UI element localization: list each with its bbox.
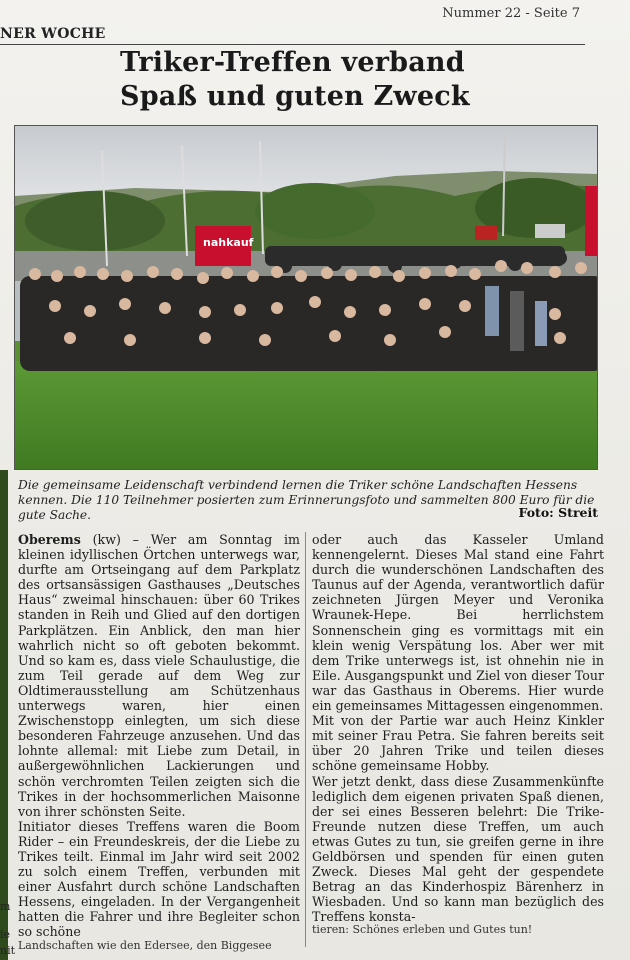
column-divider — [305, 532, 306, 947]
crowd-of-people — [20, 260, 598, 371]
dateline: Oberems — [18, 532, 81, 547]
article-cut-line-left: Landschaften wie den Edersee, den Biggesee — [18, 938, 272, 952]
group-photo-illustration — [15, 126, 598, 470]
article-paragraph-5: Wer jetzt denkt, dass diese Zusammenkünfte lediglich dem eigenen privaten Spaß dienen, der sei eines Besseren belehrt: Die Trike-Freunde nutzen diese Treffen, um auch etwas Gutes zu tun, sie greifen gerne in ihre Geldbörsen und spenden für einen guten Zweck. Dieses Mal geht der gespendete Betrag an das Kinderhospiz Bärenherz in Wiesbaden. Und so kann man bezüglich des Treffens konsta- — [312, 773, 604, 925]
header-rule — [0, 44, 585, 45]
adjacent-column-fragment-2: nit — [0, 944, 16, 957]
article-column-right — [312, 532, 604, 936]
article-headline — [120, 46, 540, 114]
headline-line-2: Spaß und guten Zweck — [120, 81, 470, 112]
article-paragraph-1 — [18, 532, 300, 819]
headline-line-1: Triker-Treffen verband — [120, 47, 465, 78]
group-photo — [14, 125, 598, 470]
article-paragraph-4: Mit von der Partie war auch Heinz Kinkler mit seiner Frau Petra. Sie fahren bereits seit über 20 Jahren Trike und teilen dieses schöne gemeinsame Hobby. — [312, 713, 604, 774]
article-column-left — [18, 532, 300, 952]
article-cut-line-right: tieren: Schönes erleben und Gutes tun! — [312, 923, 533, 937]
article-paragraph-2: Initiator dieses Treffens waren die Boom Rider – ein Freundeskreis, der die Liebe zu Trikes teilt. Einmal im Jahr wird seit 2002 zu solch einem Treffen, verbunden mit einer Ausfahrt durch schöne Landschaften Hessens, eingeladen. In der Vergangenheit hatten die Fahrer und ihre Begleiter schon so schöne — [18, 818, 300, 940]
photo-caption: Die gemeinsame Leidenschaft verbindend lernen die Triker schöne Landschaften Hessens kennen. Die 110 Teilnehmer posierten zum Erinnerungsfoto und sammelten 800 Euro für die gute Sache. — [18, 478, 595, 522]
intro-text: (kw) – Wer am Sonntag im kleinen idyllischen Örtchen unterwegs war, durfte am Ortseingang auf dem Parkplatz des ortsansässigen Gasthauses „Deutsches Haus“ zweimal hinschauen: über 60 Trikes standen in Reih und Glied auf den dortigen Parkplätzen. Ein Anblick, den man hier wahrlich nicht so oft geboten bekommt. Und so kam es, dass viele Schaulustige, die zum Teil gerade auf dem Weg zur Oldtimerausstellung am Schützenhaus unterwegs waren, hier einen Zwischenstopp einlegten, um sich diese besonderen Fahrzeuge anzusehen. Und das lohnte allemal: mit Liebe zum Detail, in außergewöhnlichen Lackierungen und schön verchromten Teilen zeigten sich die Trikes in der hochsommerlichen Maisonne von ihrer schönsten Seite. — [18, 532, 300, 819]
article-paragraph-3: oder auch das Kasseler Umland kennengelernt. Dieses Mal stand eine Fahrt durch die wunderschönen Landschaften des Taunus auf der Agenda, verantwortlich dafür zeichneten Jürgen Meyer und Veronika Wraunek-Hepe. Bei herrlichstem Sonnenschein ging es vormittags mit ein klein wenig Verspätung los. Aber wer mit dem Trike unterwegs ist, ist ohnehin nie in Eile. Ausgangspunkt und Ziel von dieser Tour war das Gasthaus in Oberems. Hier wurde ein gemeinsames Mittagessen eingenommen. — [312, 532, 604, 714]
photo-credit: Foto: Streit — [518, 505, 598, 520]
page-number: Nummer 22 - Seite 7 — [442, 6, 580, 21]
background-edge — [0, 470, 11, 960]
adjacent-column-fragment-1: ie — [0, 928, 11, 941]
adjacent-column-fragment-3: m — [0, 900, 11, 913]
nahkauf-sign-text: nahkauf — [203, 236, 254, 249]
newspaper-name: NER WOCHE — [0, 26, 106, 42]
